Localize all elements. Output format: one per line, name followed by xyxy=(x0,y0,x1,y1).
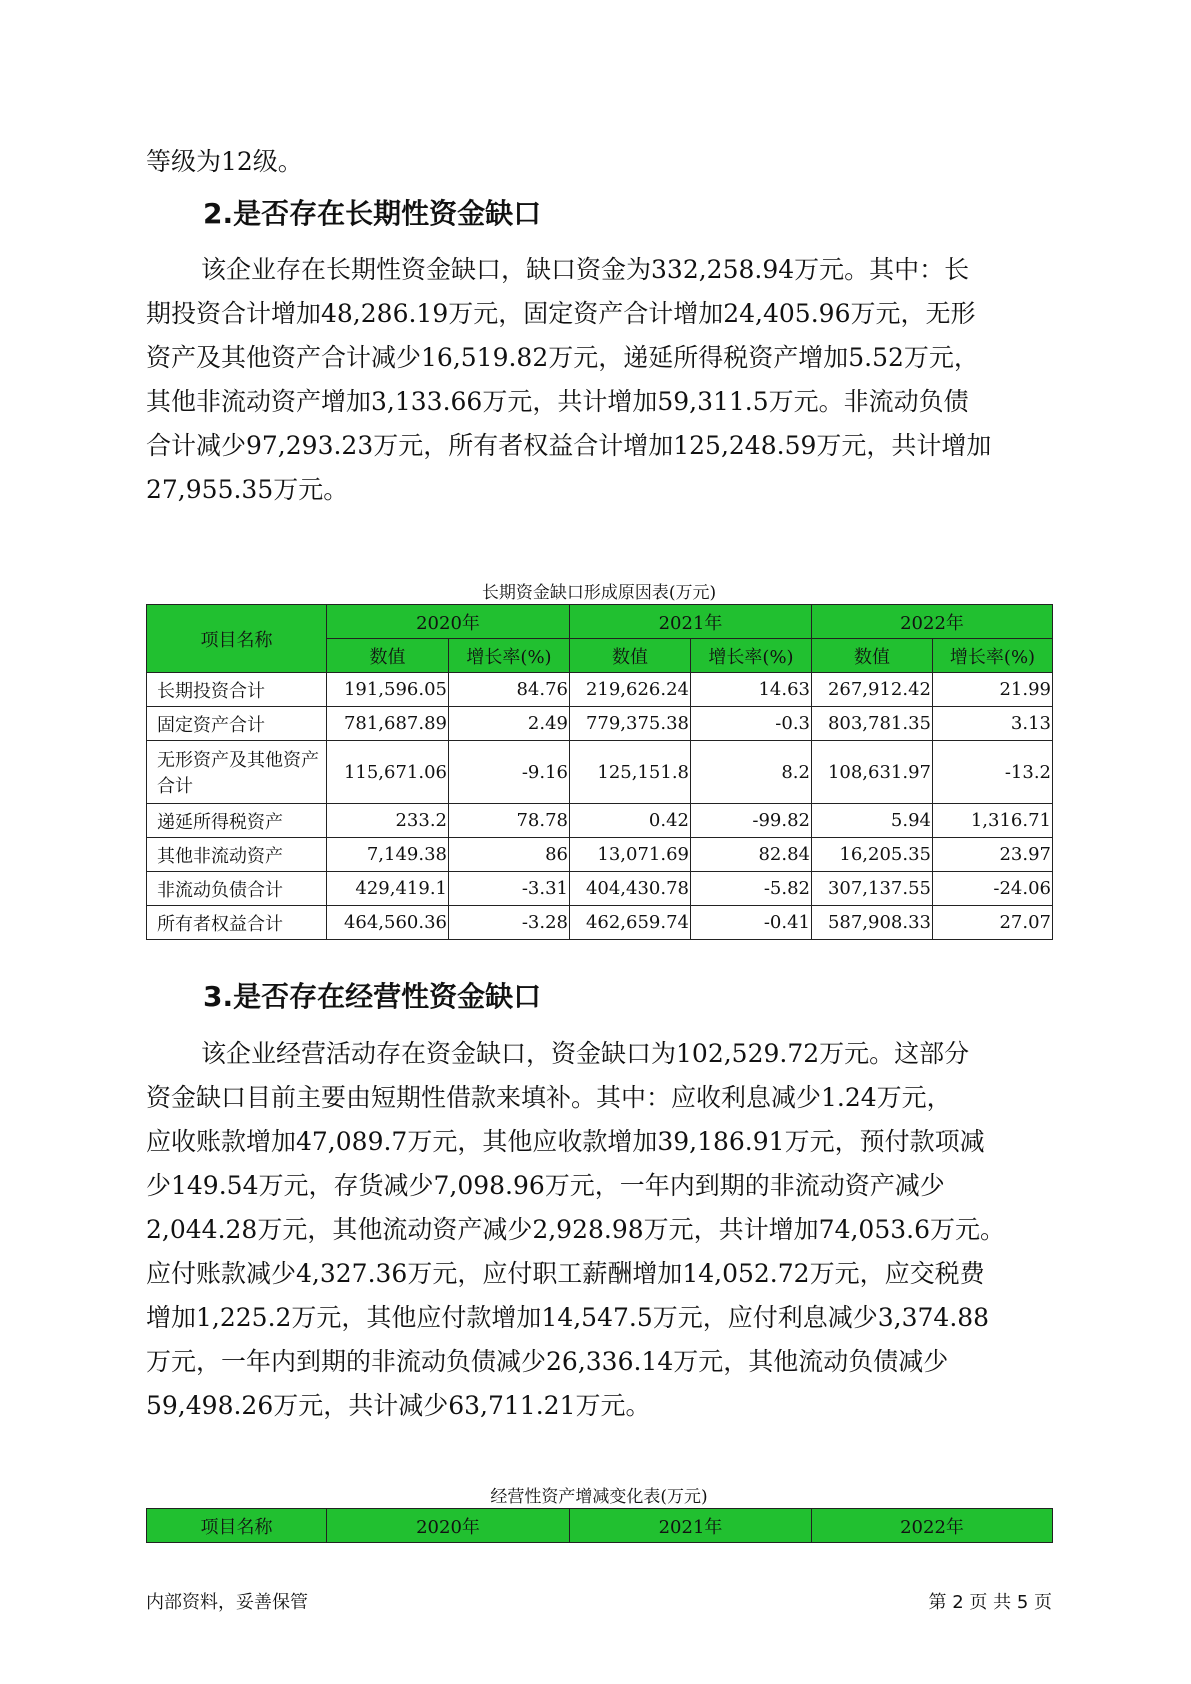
table-row xyxy=(147,872,1053,906)
column-header-year: 2020年 xyxy=(327,605,570,639)
paragraph-line: 资金缺口目前主要由短期性借款来填补。其中：应收利息减少1.24万元， xyxy=(146,1083,952,1112)
table-row xyxy=(147,838,1053,872)
cell-value: 307,137.55 xyxy=(812,872,933,906)
cell-value: 115,671.06 xyxy=(327,741,449,804)
cell-growth-rate: -99.82 xyxy=(691,804,812,838)
cell-growth-rate: -5.82 xyxy=(691,872,812,906)
column-header-value: 数值 xyxy=(327,639,449,673)
paragraph-line: 应付账款减少4,327.36万元，应付职工薪酬增加14,052.72万元，应交税费 xyxy=(146,1259,985,1288)
paragraph-line: 其他非流动资产增加3,133.66万元，共计增加59,311.5万元。非流动负债 xyxy=(146,387,969,416)
cell-growth-rate: -13.2 xyxy=(933,741,1053,804)
paragraph-line: 应收账款增加47,089.7万元，其他应收款增加39,186.91万元，预付款项减 xyxy=(146,1127,985,1156)
cell-growth-rate: -0.3 xyxy=(691,707,812,741)
cell-growth-rate: 1,316.71 xyxy=(933,804,1053,838)
cell-value: 219,626.24 xyxy=(570,673,691,707)
column-header-item-name: 项目名称 xyxy=(147,1509,327,1543)
paragraph-line: 资产及其他资产合计减少16,519.82万元，递延所得税资产增加5.52万元， xyxy=(146,343,979,372)
paragraph-line: 增加1,225.2万元，其他应付款增加14,547.5万元，应付利息减少3,374.88 xyxy=(146,1303,990,1332)
cell-value: 781,687.89 xyxy=(327,707,449,741)
row-item-name: 无形资产及其他资产合计 xyxy=(147,741,327,804)
cell-growth-rate: -3.31 xyxy=(449,872,570,906)
paragraph-line: 合计减少97,293.23万元，所有者权益合计增加125,248.59万元，共计增加 xyxy=(146,431,992,460)
section-2-heading: 2.是否存在长期性资金缺口 xyxy=(203,197,542,230)
paragraph-line: 27,955.35万元。 xyxy=(146,475,349,504)
row-item-name: 长期投资合计 xyxy=(147,673,327,707)
paragraph-line: 该企业存在长期性资金缺口，缺口资金为332,258.94万元。其中：长 xyxy=(201,255,970,284)
cell-value: 7,149.38 xyxy=(327,838,449,872)
table-row xyxy=(147,906,1053,940)
column-header-year: 2021年 xyxy=(570,1509,812,1543)
row-item-name: 固定资产合计 xyxy=(147,707,327,741)
column-header-growth-rate: 增长率(%) xyxy=(691,639,812,673)
paragraph-line: 少149.54万元，存货减少7,098.96万元，一年内到期的非流动资产减少 xyxy=(146,1171,945,1200)
cell-value: 13,071.69 xyxy=(570,838,691,872)
cell-growth-rate: -9.16 xyxy=(449,741,570,804)
cell-value: 191,596.05 xyxy=(327,673,449,707)
section-2-paragraph xyxy=(146,248,1046,512)
paragraph-line: 等级为12级。 xyxy=(146,147,303,176)
cell-value: 0.42 xyxy=(570,804,691,838)
table-row xyxy=(147,804,1053,838)
row-item-name: 其他非流动资产 xyxy=(147,838,327,872)
cell-value: 404,430.78 xyxy=(570,872,691,906)
column-header-growth-rate: 增长率(%) xyxy=(933,639,1053,673)
column-header-value: 数值 xyxy=(570,639,691,673)
operating-assets-change-table xyxy=(146,1508,1053,1543)
cell-growth-rate: 86 xyxy=(449,838,570,872)
footer-page-number: 第 2 页 共 5 页 xyxy=(928,1592,1052,1613)
section-3-heading: 3.是否存在经营性资金缺口 xyxy=(203,980,542,1013)
cell-growth-rate: 21.99 xyxy=(933,673,1053,707)
column-header-year: 2020年 xyxy=(327,1509,570,1543)
paragraph-line: 万元，一年内到期的非流动负债减少26,336.14万元，其他流动负债减少 xyxy=(146,1347,949,1376)
paragraph-line: 期投资合计增加48,286.19万元，固定资产合计增加24,405.96万元，无形 xyxy=(146,299,976,328)
long-term-funding-gap-table xyxy=(146,604,1053,940)
paragraph-line: 2,044.28万元，其他流动资产减少2,928.98万元，共计增加74,053.6万元。 xyxy=(146,1215,1005,1244)
table-row xyxy=(147,741,1053,804)
table-2-caption: 经营性资产增减变化表(万元) xyxy=(490,1487,708,1507)
cell-value: 267,912.42 xyxy=(812,673,933,707)
row-item-name: 非流动负债合计 xyxy=(147,872,327,906)
column-header-year: 2021年 xyxy=(570,605,812,639)
cell-value: 779,375.38 xyxy=(570,707,691,741)
table-1-caption: 长期资金缺口形成原因表(万元) xyxy=(481,583,717,603)
cell-growth-rate: 3.13 xyxy=(933,707,1053,741)
cell-growth-rate: 78.78 xyxy=(449,804,570,838)
cell-value: 108,631.97 xyxy=(812,741,933,804)
cell-growth-rate: 82.84 xyxy=(691,838,812,872)
paragraph-line: 该企业经营活动存在资金缺口，资金缺口为102,529.72万元。这部分 xyxy=(201,1039,970,1068)
row-item-name: 所有者权益合计 xyxy=(147,906,327,940)
cell-value: 587,908.33 xyxy=(812,906,933,940)
cell-value: 5.94 xyxy=(812,804,933,838)
cell-value: 462,659.74 xyxy=(570,906,691,940)
section-3-paragraph xyxy=(146,1032,1046,1428)
column-header-year: 2022年 xyxy=(812,605,1053,639)
cell-growth-rate: 2.49 xyxy=(449,707,570,741)
row-item-name: 递延所得税资产 xyxy=(147,804,327,838)
table-1-body xyxy=(147,673,1053,940)
cell-value: 233.2 xyxy=(327,804,449,838)
cell-growth-rate: 14.63 xyxy=(691,673,812,707)
cell-value: 16,205.35 xyxy=(812,838,933,872)
cell-growth-rate: 8.2 xyxy=(691,741,812,804)
column-header-value: 数值 xyxy=(812,639,933,673)
paragraph-line: 59,498.26万元，共计减少63,711.21万元。 xyxy=(146,1391,651,1420)
cell-value: 464,560.36 xyxy=(327,906,449,940)
cell-growth-rate: 23.97 xyxy=(933,838,1053,872)
table-row xyxy=(147,707,1053,741)
cell-growth-rate: -3.28 xyxy=(449,906,570,940)
cell-growth-rate: 27.07 xyxy=(933,906,1053,940)
cell-value: 429,419.1 xyxy=(327,872,449,906)
column-header-item-name: 项目名称 xyxy=(147,605,327,673)
cell-growth-rate: -0.41 xyxy=(691,906,812,940)
column-header-year: 2022年 xyxy=(812,1509,1053,1543)
table-row xyxy=(147,673,1053,707)
cell-value: 125,151.8 xyxy=(570,741,691,804)
cell-growth-rate: -24.06 xyxy=(933,872,1053,906)
column-header-growth-rate: 增长率(%) xyxy=(449,639,570,673)
intro-paragraph xyxy=(146,140,1046,184)
cell-value: 803,781.35 xyxy=(812,707,933,741)
footer-confidential-note: 内部资料，妥善保管 xyxy=(146,1592,308,1613)
cell-growth-rate: 84.76 xyxy=(449,673,570,707)
